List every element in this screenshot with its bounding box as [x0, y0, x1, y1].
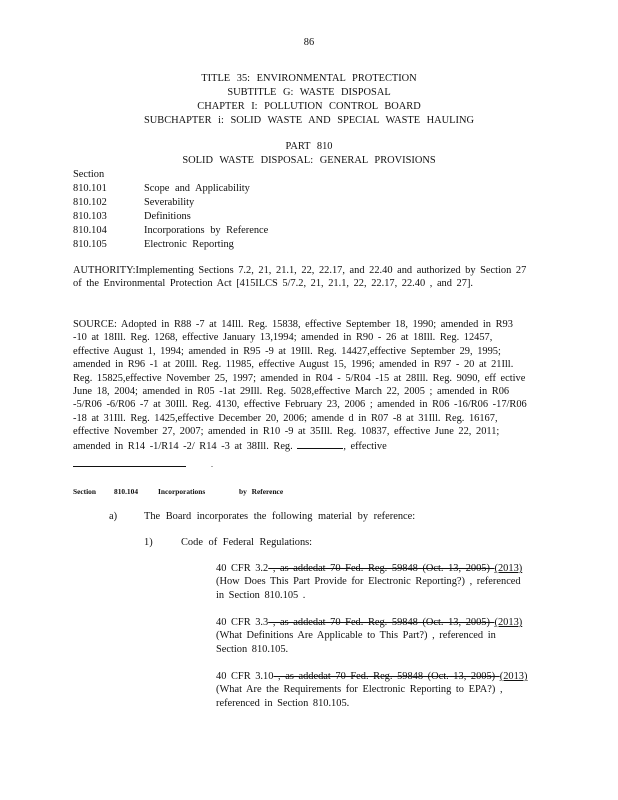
toc-item-title: Electronic Reporting [144, 239, 234, 250]
chapter-line: CHAPTER I: POLLUTION CONTROL BOARD [197, 101, 421, 112]
toc-item-title: Severability [144, 197, 195, 208]
subsection-marker: a) [109, 511, 118, 522]
source-note: SOURCE: Adopted in R88 -7 at 14Ill. Reg. 15838, effective September 18, 1990; amended in R93 -10 at 18Ill. Reg. 1268, effective January 13,1994; amended in R90 - 26 at 18Ill. Reg. 12457, effective August 1, 1994; amended in R95 -9 at 19Ill. Reg. 14427,effective September 29, 1995; amended in R96 -1 at 20Ill. Reg. 11985, effective August 15, 1996; amended in R97 - 20 at 21Ill. Reg. 15825,effective November 25, 1997; amended in R04 - 5/R04 -15 at 28Ill. Reg. 9090, eff ective June 18, 2004; amended in R05 -1at 29Ill. Reg. 5028,effective March 22, 2005 ; amended in R06 -5/R06 -6/R06 -7 at 30Ill. Reg. 4130, effective February 23, 2006 ; amended in R06 -16/R06 -17/R06 -18 at 31Ill. Reg. 1425,effective December 20, 2006; amende d in R07 -8 at 31Ill. Reg. 16167, effective November 27, 2007; amended in R10 -9 at 35Ill. Reg. 10837, effective June 22, 2011; amended in R14 -1/R14 -2/ R14 -3 at 38Ill. Reg. , effective [73, 319, 527, 452]
toc-item-number: 810.105 [73, 239, 107, 250]
reference-added-text: (2013) [494, 617, 523, 628]
section-title: Incorporations [158, 487, 206, 496]
toc-item-number: 810.104 [73, 225, 107, 236]
toc-item-title: Definitions [144, 211, 191, 222]
part-name: SOLID WASTE DISPOSAL: GENERAL PROVISIONS [182, 155, 436, 166]
toc-item-title: Scope and Applicability [144, 183, 250, 194]
reference-entry [216, 616, 528, 656]
source-tail: effective [350, 440, 387, 452]
reference-cite: 40 CFR 3.2 [216, 563, 269, 574]
item-marker: 1) [144, 537, 153, 548]
source-text: SOURCE: Adopted in R88 -7 at 14Ill. Reg. 15838, effective September 18, 1990; amended in R93 -10 at 18Ill. Reg. 1268, effective January 13,1994; amended in R90 - 26 at 18Ill. Reg. 12457, effective August 1, 1994; amended in R95 -9 at 19Ill. Reg. 14427,effective September 29, 1995; amended in R96 -1 at 20Ill. Reg. 11985, effective August 15, 1996; amended in R97 - 20 at 21Ill. Reg. 15825,effective November 25, 1997; amended in R04 - 5/R04 -15 at 28Ill. Reg. 9090, eff ective June 18, 2004; amended in R05 -1at 29Ill. Reg. 5028,effective March 22, 2005 ; amended in R06 -5/R06 -6/R06 -7 at 30Ill. Reg. 4130, effective February 23, 2006 ; amended in R06 -16/R06 -17/R06 -18 at 31Ill. Reg. 1425,effective December 20, 2006; amende d in R07 -8 at 31Ill. Reg. 16167, effective November 27, 2007; amended in R10 -9 at 35Ill. Reg. 10837, effective June 22, 2011; amended in R14 -1/R14 -2/ R14 -3 at 38Ill. Reg. [73, 319, 527, 452]
part-number: PART 810 [285, 141, 333, 152]
reference-struck-text: , as addedat 70 Fed. Reg. 59848 (Oct. 13, 2005) [268, 563, 495, 574]
subtitle-line: SUBTITLE G: WASTE DISPOSAL [227, 87, 391, 98]
toc-item-number: 810.103 [73, 211, 107, 222]
toc-item-number: 810.102 [73, 197, 107, 208]
item-text: Code of Federal Regulations: [181, 537, 313, 548]
divider-rule [73, 466, 186, 467]
toc-item-number: 810.101 [73, 183, 107, 194]
reference-cite: 40 CFR 3.3 [216, 617, 269, 628]
reference-description: (What Are the Requirements for Electronic Reporting to EPA?) , referenced in Section 810.105. [216, 684, 503, 709]
reference-added-text: (2013) [499, 671, 528, 682]
subchapter-line: SUBCHAPTER i: SOLID WASTE AND SPECIAL WASTE HAULING [143, 115, 474, 126]
reference-added-text: (2013) [494, 563, 523, 574]
subsection-text: The Board incorporates the following material by reference: [144, 511, 416, 522]
blank-underline [297, 439, 343, 449]
reference-entry [216, 670, 528, 710]
toc-item-title: Incorporations by Reference [144, 225, 269, 236]
divider-dot: . [211, 460, 213, 469]
section-label: Section [73, 487, 96, 496]
section-title-continued: by Reference [239, 487, 284, 496]
title-line: TITLE 35: ENVIRONMENTAL PROTECTION [201, 73, 417, 84]
reference-cite: 40 CFR 3.10 [216, 671, 274, 682]
authority-note: AUTHORITY:Implementing Sections 7.2, 21, 21.1, 22, 22.17, and 22.40 and authorized by Section 27 of the Environmental Protection Act [415ILCS 5/7.2, 21, 21.1, 22, 22.17, 22.40 , and 27]. [73, 265, 527, 290]
reference-entry [216, 562, 528, 602]
page-number: 86 [303, 37, 315, 48]
reference-description: (What Definitions Are Applicable to This Part?) , referenced in Section 810.105. [216, 630, 496, 655]
reference-struck-text: , as addedat 70 Fed. Reg. 59848 (Oct. 13, 2005) [268, 617, 495, 628]
reference-description: (How Does This Part Provide for Electronic Reporting?) , referenced in Section 810.105 . [216, 576, 521, 601]
section-number: 810.104 [114, 487, 139, 496]
toc-header: Section [73, 169, 105, 180]
reference-struck-text: , as addedat 70 Fed. Reg. 59848 (Oct. 13, 2005) [273, 671, 500, 682]
